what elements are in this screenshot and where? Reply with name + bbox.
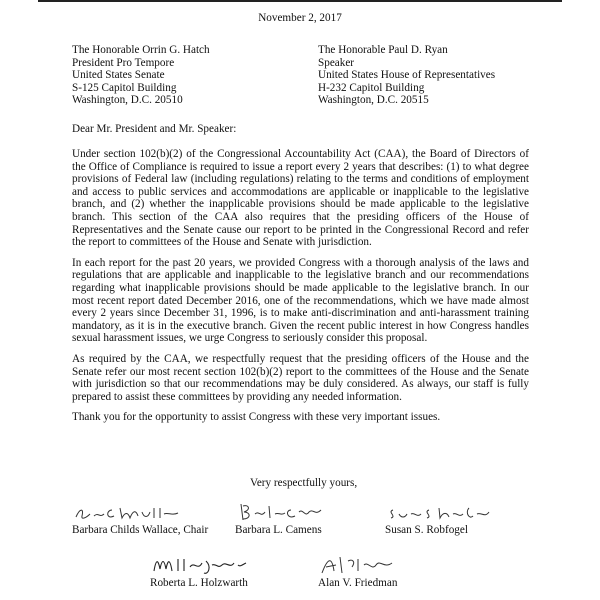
signatory-name: Barbara Childs Wallace, Chair (72, 524, 209, 536)
recipient-line: Speaker (318, 56, 355, 69)
handwritten-signature-wallace (72, 502, 182, 524)
recipient-line: United States House of Representatives (318, 69, 496, 82)
recipient-line: United States Senate (72, 69, 165, 82)
recipient-line: H-232 Capitol Building (318, 81, 425, 94)
signature-block-camens (235, 500, 325, 537)
body-paragraph: As required by the CAA, we respectfully request that the presiding officers of the House and the Senate refer our most recent section 102(b)(2) report to the committees of the House and the Senate with jurisdiction so that our recommendations may be duly considered. As always, our staff is fully prepared to assist these committees by providing any needed information. (72, 352, 529, 403)
recipient-line: S-125 Capitol Building (72, 81, 177, 94)
signatory-name: Barbara L. Camens (235, 524, 322, 536)
handwritten-signature-camens (235, 500, 325, 524)
recipient-line: The Honorable Orrin G. Hatch (72, 44, 210, 56)
letter-body (72, 148, 529, 432)
body-paragraph: Thank you for the opportunity to assist Congress with these very important issues. (72, 411, 441, 424)
recipient-line: Washington, D.C. 20510 (72, 94, 183, 107)
closing: Very respectfully yours, (250, 477, 358, 489)
signatory-name: Alan V. Friedman (318, 577, 398, 589)
signature-block-friedman (318, 553, 398, 590)
recipient-line: President Pro Tempore (72, 56, 175, 69)
letter-date: November 2, 2017 (258, 12, 342, 24)
recipient-address-senate (72, 44, 210, 107)
recipient-line: The Honorable Paul D. Ryan (318, 44, 448, 56)
salutation: Dear Mr. President and Mr. Speaker: (72, 123, 237, 135)
recipient-line: Washington, D.C. 20515 (318, 94, 429, 107)
handwritten-signature-friedman (318, 553, 398, 577)
signature-block-wallace (72, 502, 208, 537)
signatory-name: Susan S. Robfogel (385, 524, 468, 536)
recipient-address-house (318, 44, 495, 107)
handwritten-signature-robfogel (385, 502, 495, 524)
handwritten-signature-holzwarth (150, 553, 250, 577)
signatory-name: Roberta L. Holzwarth (150, 577, 248, 589)
signature-block-robfogel (385, 502, 495, 537)
top-rule (38, 0, 562, 2)
body-paragraph: Under section 102(b)(2) of the Congressional Accountability Act (CAA), the Board of Directors of the Office of Compliance is required to issue a report every 2 years that describes: (1) to what degree provisions of Federal law (including regulations) relating to the terms and conditions of employment and access to public services and accommodations are applicable or inapplicable to the legislative branch, and (2) whether the inapplicable provisions should be made applicable to the legislative branch. This section of the CAA also requires that the presiding officers of the House of Representatives and the Senate cause our report to be printed in the Congressional Record and refer the report to committees of the House and Senate with jurisdiction. (72, 148, 529, 249)
signature-block-holzwarth (150, 553, 250, 590)
body-paragraph: In each report for the past 20 years, we provided Congress with a thorough analysis of the laws and regulations that are applicable and inapplicable to the legislative branch and our recommendations regarding what inapplicable provisions should be made applicable to the legislative branch. In our most recent report dated December 2016, one of the recommendations, which we have made almost every 2 years since December 31, 1996, is to make anti-discrimination and anti-harassment training mandatory, as it is in the executive branch. Given the recent public interest in how Congress handles sexual harassment issues, we urge Congress to seriously consider this proposal. (72, 256, 529, 345)
